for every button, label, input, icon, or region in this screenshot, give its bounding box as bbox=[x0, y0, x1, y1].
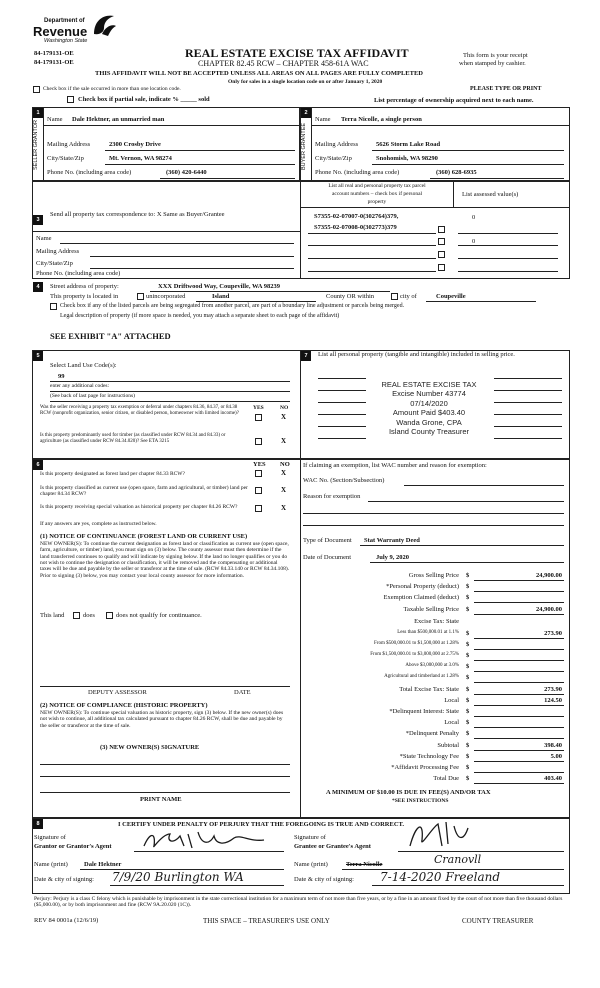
buyer-city[interactable]: Snohomish, WA 98290 bbox=[376, 155, 438, 162]
calc-line-7 bbox=[474, 660, 564, 661]
corr-phone-label: Phone No. (including area code) bbox=[36, 270, 121, 277]
perjury-notice: Perjury: Perjury is a class C felony which is punishable by imprisonment in the state correctional institution for a maximum term of not more than five years, or by a fine in an amount fixed by the court of not more than five thousand dollars ($5,000.00), or by both imprisonment and fine (RCW 9A.20.020 (1C)). bbox=[34, 896, 563, 909]
seller-name[interactable]: Dale Hektner, an unmarried man bbox=[72, 116, 165, 123]
continuance-title: (1) NOTICE OF CONTINUANCE (FOREST LAND OR CURRENT USE) bbox=[40, 533, 248, 540]
grantor-date-label: Date & city of signing: bbox=[34, 876, 94, 883]
stamp-line-1: REAL ESTATE EXCISE TAX bbox=[381, 380, 477, 389]
calc-label-15: Subtotal bbox=[437, 742, 459, 749]
s6-if-yes: If any answers are yes, complete as instructed below. bbox=[40, 521, 157, 527]
calc-dollar-8: $ bbox=[466, 663, 470, 670]
calc-dollar-13: $ bbox=[466, 719, 470, 726]
s5-q2-answer[interactable]: X bbox=[281, 437, 287, 445]
calc-value-5[interactable]: 273.90 bbox=[544, 630, 562, 637]
accept-warning: THIS AFFIDAVIT WILL NOT BE ACCEPTED UNLESS ALL AREAS ON ALL PAGES ARE FULLY COMPLETED bbox=[95, 70, 423, 77]
calc-label-9: Agricultural and timberland at 1.28% bbox=[384, 674, 459, 679]
calc-line-11 bbox=[474, 705, 564, 706]
grantee-signature bbox=[406, 818, 476, 852]
calc-value-16[interactable]: 5.00 bbox=[550, 753, 562, 760]
grantee-name-label: Name (print) bbox=[294, 861, 328, 868]
section-4-number: 4 bbox=[33, 282, 43, 292]
form-id-2: 84-179131-OE bbox=[34, 59, 74, 66]
reason-label: Reason for exemption bbox=[303, 493, 361, 500]
s6-q3-yes[interactable] bbox=[255, 505, 262, 512]
land-use-label: Select Land Use Code(s): bbox=[50, 362, 117, 369]
form-id-1: 84-179131-OE bbox=[34, 50, 74, 57]
calc-dollar-1: $ bbox=[466, 583, 470, 590]
exhibit-a: SEE EXHIBIT "A" ATTACHED bbox=[50, 331, 171, 341]
calc-line-0 bbox=[474, 580, 564, 581]
seller-address[interactable]: 2300 Crosby Drive bbox=[109, 141, 161, 148]
buyer-city-label: City/State/Zip bbox=[315, 155, 352, 162]
parcels-header-3: property bbox=[367, 199, 387, 205]
s5-q1-yes[interactable] bbox=[255, 414, 262, 421]
calc-label-11: Local bbox=[444, 697, 459, 704]
personal-property-checkbox-1[interactable] bbox=[438, 226, 445, 233]
buyer-phone-label: Phone No. (including area code) bbox=[315, 169, 400, 176]
personal-property-checkbox-3[interactable] bbox=[438, 251, 445, 258]
calc-dollar-16: $ bbox=[466, 753, 470, 760]
personal-property-label: List all personal property (tangible and intangible) included in selling price. bbox=[318, 351, 515, 358]
seller-side-label: SELLER GRANTOR bbox=[33, 119, 39, 170]
seller-address-label: Mailing Address bbox=[47, 141, 91, 148]
calc-line-1 bbox=[474, 591, 564, 592]
see-back-label: (See back of last page for instructions) bbox=[50, 393, 135, 399]
s6-q2-yes[interactable] bbox=[255, 487, 262, 494]
calc-label-5: Less than $500,000.01 at 1.1% bbox=[397, 630, 459, 635]
city-of-label: city of bbox=[400, 293, 417, 300]
segregated-checkbox[interactable] bbox=[50, 303, 57, 310]
assessor-date-label: DATE bbox=[234, 689, 251, 696]
parcels-header-1: List all real and personal property tax parcel bbox=[328, 183, 426, 189]
calc-dollar-0: $ bbox=[466, 572, 470, 579]
calc-label-12: *Delinquent Interest: State bbox=[389, 708, 459, 715]
print-name-label: PRINT NAME bbox=[140, 796, 182, 803]
logo-washington: Washington State bbox=[44, 38, 88, 44]
calc-dollar-14: $ bbox=[466, 730, 470, 737]
calc-line-5 bbox=[474, 638, 564, 639]
stamp-line-6: Island County Treasurer bbox=[388, 426, 470, 436]
calc-dollar-10: $ bbox=[466, 686, 470, 693]
logo-mark-icon bbox=[90, 12, 118, 38]
parcel-2[interactable]: S7355-02-07008-0(302773)379 bbox=[314, 224, 397, 231]
correspondence-label: Send all property tax correspondence to: X Same as Buyer/Grantee bbox=[50, 211, 225, 218]
section-6-number: 6 bbox=[33, 460, 43, 470]
legal-note: Legal description of property (if more space is needed, you may attach a separate sheet to each page of the affidavit) bbox=[60, 313, 340, 319]
minimum-note: A MINIMUM OF $10.00 IS DUE IN FEE(S) AND/OR TAX bbox=[326, 789, 491, 796]
calc-value-10[interactable]: 273.90 bbox=[544, 686, 562, 693]
calc-value-18[interactable]: 403.40 bbox=[544, 775, 562, 782]
calc-dollar-5: $ bbox=[466, 630, 470, 637]
s6-no-header: NO bbox=[280, 461, 290, 468]
calc-label-1: *Personal Property (deduct) bbox=[386, 583, 459, 590]
seller-city-label: City/State/Zip bbox=[47, 155, 84, 162]
unincorporated-checkbox[interactable] bbox=[137, 293, 144, 300]
receipt-note-1: This form is your receipt bbox=[463, 52, 528, 59]
s6-q3-answer[interactable]: X bbox=[281, 504, 287, 512]
stamp-line-2: Excise Number 43774 bbox=[392, 389, 466, 399]
corr-city-label: City/State/Zip bbox=[36, 260, 73, 267]
calc-line-15 bbox=[474, 750, 564, 751]
form-revision: REV 84 0001a (12/6/19) bbox=[34, 917, 99, 924]
partial-sale-checkbox[interactable] bbox=[67, 96, 74, 103]
calc-value-11[interactable]: 124.50 bbox=[544, 697, 562, 704]
please-type: PLEASE TYPE OR PRINT bbox=[470, 86, 542, 92]
land-use-code[interactable]: 99 bbox=[58, 373, 65, 380]
form-subtitle: CHAPTER 82.45 RCW – CHAPTER 458-61A WAC bbox=[198, 59, 369, 68]
treasurer-stamp bbox=[360, 380, 498, 436]
street-label: Street address of property: bbox=[50, 283, 119, 290]
calc-label-6: From $500,000.01 to $1,500,000 at 1.28% bbox=[374, 641, 459, 646]
parcel-1[interactable]: S7355-02-07007-0(302764)379, bbox=[314, 213, 399, 220]
grantee-sig-label-2: Grantee or Grantee's Agent bbox=[294, 843, 371, 850]
calc-label-18: Total Due bbox=[433, 775, 459, 782]
buyer-name-label: Name bbox=[315, 116, 331, 123]
calc-line-14 bbox=[474, 738, 564, 739]
seller-name-label: Name bbox=[47, 116, 63, 123]
s5-no-header: NO bbox=[280, 405, 289, 411]
calc-label-4: Excise Tax: State bbox=[414, 618, 459, 625]
section-5-number: 5 bbox=[33, 351, 43, 361]
calc-label-10: Total Excise Tax: State bbox=[399, 686, 459, 693]
multi-location-checkbox[interactable] bbox=[33, 86, 40, 93]
s5-yes-header: YES bbox=[253, 405, 264, 411]
s6-q2-answer[interactable]: X bbox=[281, 486, 287, 494]
calc-dollar-6: $ bbox=[466, 641, 470, 648]
parcels-header-2: account numbers – check box if personal bbox=[331, 191, 423, 197]
receipt-note-2: when stamped by cashier. bbox=[459, 60, 526, 67]
grantee-name-handwritten: Cranovll bbox=[434, 853, 482, 866]
assessed-value-1[interactable]: 0 bbox=[472, 214, 476, 221]
s6-q2: Is this property classified as current use (open space, farm and agricultural, or timber) land per chapter 84.34 RCW? bbox=[40, 485, 248, 498]
doc-type-label: Type of Document bbox=[303, 537, 352, 544]
calc-line-13 bbox=[474, 727, 564, 728]
calc-label-17: *Affidavit Processing Fee bbox=[391, 764, 459, 771]
section-7-number: 7 bbox=[301, 351, 311, 361]
s5-q2-yes[interactable] bbox=[255, 438, 262, 445]
does-label: does bbox=[83, 612, 95, 619]
buyer-address[interactable]: 5626 Storm Lake Road bbox=[376, 141, 441, 148]
buyer-phone[interactable]: (360) 628-6935 bbox=[436, 169, 477, 176]
deputy-assessor-label: DEPUTY ASSESSOR bbox=[88, 689, 147, 696]
s6-q1-yes[interactable] bbox=[255, 470, 262, 477]
personal-property-checkbox-4[interactable] bbox=[438, 264, 445, 271]
grantor-sig-label-2: Grantor or Grantor's Agent bbox=[34, 843, 112, 850]
calc-value-3[interactable]: 24,900.00 bbox=[536, 606, 562, 613]
calc-dollar-18: $ bbox=[466, 775, 470, 782]
grantor-name-label: Name (print) bbox=[34, 861, 68, 868]
calc-label-16: *State Technology Fee bbox=[399, 753, 459, 760]
buyer-name[interactable]: Terra Nicolle, a single person bbox=[341, 116, 422, 123]
grantee-name[interactable]: Terra Nicolle bbox=[346, 861, 383, 868]
assessed-value-2[interactable]: 0 bbox=[472, 238, 476, 245]
this-land-label: This land bbox=[40, 612, 65, 619]
calc-dollar-3: $ bbox=[466, 606, 470, 613]
buyer-side-label: BUYER GRANTEE bbox=[301, 122, 307, 170]
personal-property-checkbox-2[interactable] bbox=[438, 238, 445, 245]
s6-yes-header: YES bbox=[253, 461, 266, 468]
partial-sale-label: Check box if partial sale, indicate % _____ sold bbox=[78, 96, 210, 103]
section-1-number: 1 bbox=[33, 108, 43, 118]
treasurer-space: THIS SPACE – TREASURER'S USE ONLY bbox=[203, 917, 330, 925]
unincorporated-label: unincorporated bbox=[146, 293, 186, 300]
compliance-title: (2) NOTICE OF COMPLIANCE (HISTORIC PROPERTY) bbox=[40, 702, 208, 709]
sales-note: Only for sales in a single location code on or after January 1, 2020 bbox=[228, 79, 383, 85]
continuance-text: NEW OWNER(S): To continue the current designation as forest land or classification as current use (open space, farm, agriculture, or timber) land, you must sign on (3) below. The county assessor must then determine if the land transferred continues to qualify and will indicate by signing below. If the land no longer qualifies or you do not wish to continue the designation or classification, it will be removed and the compensating or additional taxes will be due and payable by the seller or transferor at the time of sale. (RCW 84.33.140 or RCW 84.34.108). Prior to signing (3) below, you may contact your local county assessor for more information. bbox=[40, 541, 290, 579]
s6-q3: Is this property receiving special valuation as historical property per chapter 84.26 RCW? bbox=[40, 504, 238, 510]
calc-label-8: Above $3,000,000 at 3.0% bbox=[405, 663, 459, 668]
does-not-label: does not qualify for continuance. bbox=[116, 612, 202, 619]
stamp-line-4: Amount Paid $403.40 bbox=[392, 408, 466, 418]
county-name[interactable]: Island bbox=[212, 293, 230, 300]
certify-statement: I CERTIFY UNDER PENALTY OF PERJURY THAT THE FOREGOING IS TRUE AND CORRECT. bbox=[118, 821, 405, 828]
stamp-line-3: 07/14/2020 bbox=[410, 398, 448, 408]
calc-dollar-17: $ bbox=[466, 764, 470, 771]
s5-q2: Is this property predominantly used for timber (as classified under RCW 84.34 and 84.33) or agriculture (as classified under RCW 84.34.020)? See ETA 3215 bbox=[40, 433, 226, 444]
city-of-checkbox[interactable] bbox=[391, 293, 398, 300]
calc-dollar-7: $ bbox=[466, 652, 470, 659]
calc-label-14: *Delinquent Penalty bbox=[405, 730, 459, 737]
seller-city[interactable]: Mt. Vernon, WA 98274 bbox=[109, 155, 172, 162]
s6-q1: Is this property designated as forest land per chapter 84.33 RCW? bbox=[40, 471, 185, 477]
grantee-sig-label-1: Signature of bbox=[294, 834, 326, 841]
doc-date-label: Date of Document bbox=[303, 554, 352, 561]
grantee-date[interactable]: 7-14-2020 Freeland bbox=[380, 870, 501, 884]
calc-value-0[interactable]: 24,900.00 bbox=[536, 572, 562, 579]
calc-line-10 bbox=[474, 694, 564, 695]
calc-dollar-9: $ bbox=[466, 674, 470, 681]
new-owner-signature-label: (3) NEW OWNER(S) SIGNATURE bbox=[100, 744, 200, 751]
located-label: This property is located in bbox=[50, 293, 119, 300]
calc-line-12 bbox=[474, 716, 564, 717]
calc-line-3 bbox=[474, 614, 564, 615]
seller-phone[interactable]: (360) 420-6440 bbox=[166, 169, 207, 176]
s5-q1-answer[interactable]: X bbox=[281, 413, 287, 421]
buyer-address-label: Mailing Address bbox=[315, 141, 359, 148]
logo-revenue: Revenue bbox=[33, 24, 88, 39]
segregated-note: Check box if any of the listed parcels are being segregated from another parcel, are part of a boundary line adjustment or parcels being merged. bbox=[60, 303, 405, 309]
multi-location-label: Check box if the sale occurred in more than one location code. bbox=[43, 86, 181, 92]
corr-address-label: Mailing Address bbox=[36, 248, 80, 255]
doc-date[interactable]: July 9, 2020 bbox=[376, 554, 410, 561]
additional-codes-label: enter any additional codes: bbox=[50, 383, 110, 389]
calc-line-2 bbox=[474, 602, 564, 603]
grantor-name[interactable]: Dale Hektner bbox=[84, 861, 122, 868]
calc-line-9 bbox=[474, 682, 564, 683]
does-checkbox[interactable] bbox=[73, 612, 80, 619]
s5-q1: Was the seller receiving a property tax exemption or deferral under chapters 84.36, 84.37, or 84.38 RCW (nonprofit organization, senior citizen, or disabled person, homeowner with limited income)? bbox=[40, 405, 239, 416]
calc-dollar-12: $ bbox=[466, 708, 470, 715]
calc-line-6 bbox=[474, 649, 564, 650]
percentage-note: List percentage of ownership acquired next to each name. bbox=[374, 97, 534, 104]
calc-dollar-15: $ bbox=[466, 742, 470, 749]
calc-label-2: Exemption Claimed (deduct) bbox=[383, 594, 459, 601]
seller-phone-label: Phone No. (including area code) bbox=[47, 169, 132, 176]
grantor-sig-label-1: Signature of bbox=[34, 834, 66, 841]
section-2-number: 2 bbox=[301, 108, 311, 118]
calc-label-7: From $1,500,000.01 to $3,000,000 at 2.75% bbox=[370, 652, 459, 657]
calc-dollar-11: $ bbox=[466, 697, 470, 704]
calc-label-0: Gross Selling Price bbox=[408, 572, 459, 579]
s6-q1-answer[interactable]: X bbox=[281, 469, 287, 477]
section-3-number: 3 bbox=[33, 215, 43, 225]
calc-line-8 bbox=[474, 671, 564, 672]
see-instructions: *SEE INSTRUCTIONS bbox=[392, 798, 449, 804]
grantor-signature bbox=[140, 828, 270, 852]
calc-label-3: Taxable Selling Price bbox=[403, 606, 459, 613]
corr-name-label: Name bbox=[36, 235, 52, 242]
exemption-label: If claiming an exemption, list WAC number and reason for exemption: bbox=[303, 462, 487, 469]
assessed-header: List assessed value(s) bbox=[462, 191, 519, 198]
compliance-text: NEW OWNER(S): To continue special valuation as historic property, sign (3) below. If the new owner(s) does not wish to continue, all additional tax calculated pursuant to chapter 84.26 RCW, shall be due and payable by the seller or transferor at the time of sale. bbox=[40, 710, 284, 729]
wac-label: WAC No. (Section/Subsection) bbox=[303, 477, 385, 484]
county-or-within: County OR within bbox=[326, 293, 375, 300]
property-street[interactable]: XXX Driftwood Way, Coupeville, WA 98239 bbox=[158, 283, 281, 290]
calc-label-13: Local bbox=[444, 719, 459, 726]
county-treasurer: COUNTY TREASURER bbox=[462, 917, 534, 925]
stamp-line-5: Wanda Grone, CPA bbox=[396, 417, 462, 427]
grantor-date[interactable]: 7/9/20 Burlington WA bbox=[112, 870, 244, 884]
section-8-number: 8 bbox=[33, 819, 43, 829]
calc-line-16 bbox=[474, 761, 564, 762]
doc-type[interactable]: Stat Warranty Deed bbox=[364, 537, 420, 544]
city-name[interactable]: Coupeville bbox=[436, 293, 466, 300]
grantee-date-label: Date & city of signing: bbox=[294, 876, 354, 883]
logo-dept-of: Department of bbox=[44, 18, 85, 24]
calc-line-18 bbox=[474, 783, 564, 784]
calc-line-17 bbox=[474, 772, 564, 773]
does-not-checkbox[interactable] bbox=[106, 612, 113, 619]
form-title: REAL ESTATE EXCISE TAX AFFIDAVIT bbox=[185, 46, 409, 60]
calc-value-15[interactable]: 398.40 bbox=[544, 742, 562, 749]
calc-dollar-2: $ bbox=[466, 594, 470, 601]
